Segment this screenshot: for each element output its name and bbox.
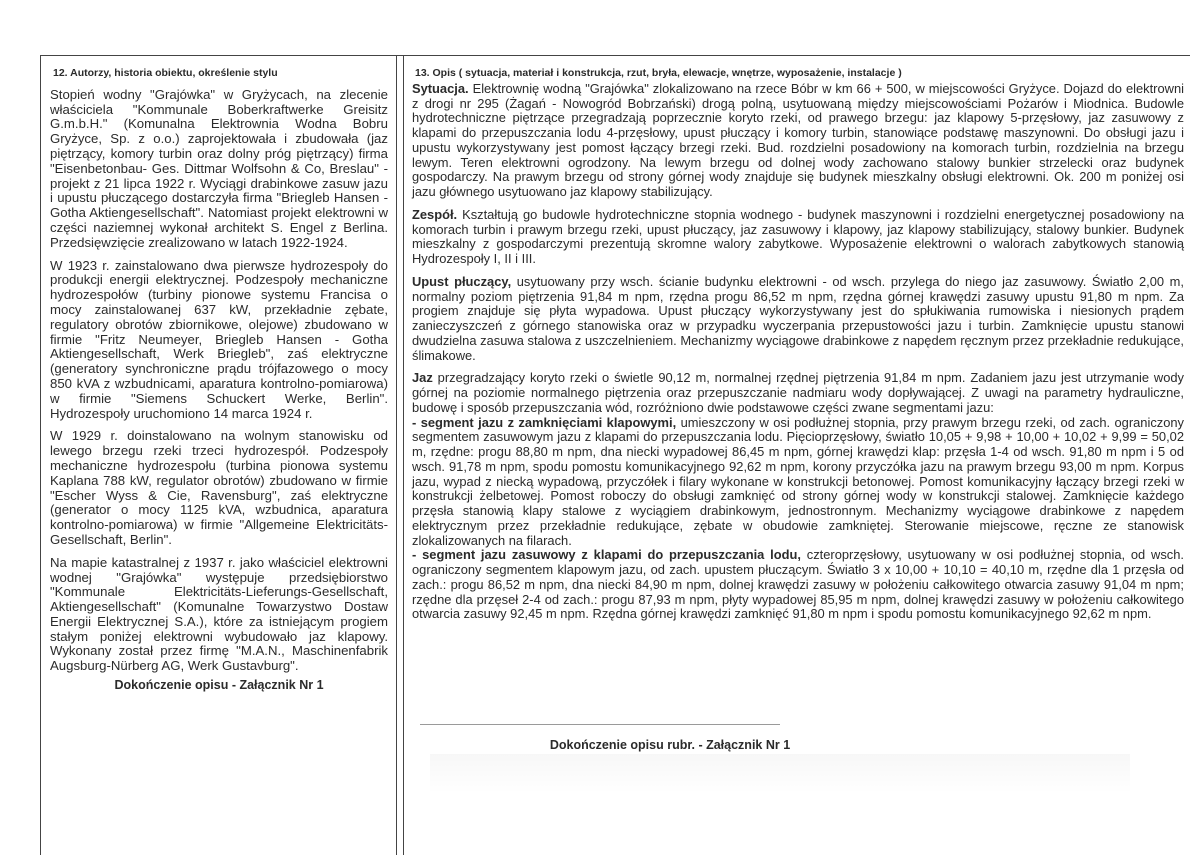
right-column [412, 66, 1184, 630]
upust-text: usytuowany przy wsch. ścianie budynku elektrowni - od wsch. przylega do niego jaz zasuwowy. Światło 2,00 m, normalny poziom piętrzenia 91,84 m npm, rzędna progu 86,52 m npm, rzędna górnej krawędzi zasuwy upustu 91,80 m npm. Za progiem znajduje się płyta wypadowa. Upust płuczący wykorzystywany jest do spłukiwania rumowiska i niesionych prądem zanieczyszczeń z górnego stanowiska oraz w przypadku wyczerpania przepustowości jazu i turbin. Zamknięcie upustu stanowi dwudzielna zasuwa stalowa z uszczelnieniem. Mechanizmy wyciągowe drabinkowe z napędem ręcznym przez przekładnie redukujące, ślimakowe. [412, 273, 1184, 363]
scan-shadow [430, 754, 1130, 794]
sytuacja-lead: Sytuacja. [412, 80, 469, 96]
right-footer-note: Dokończenie opisu rubr. - Załącznik Nr 1 [549, 738, 791, 752]
history-paragraph-3: W 1929 r. doinstalowano na wolnym stanowisku od lewego brzegu rzeki trzeci hydrozespół. Podzespoły mechaniczne hydrozespołu (turbina pionowa systemu Kaplana 788 kW, regulator obrotów) zbudowano w firmie "Escher Wyss & Cie, Ravensburg", zaś elektryczne (generator o mocy 1125 kVA, wzbudnica, aparatura kontrolno-pomiarowa) w firmie "Allgemeine Elektricitäts-Gesellschaft, Berlin". [50, 428, 388, 547]
zespol-paragraph [412, 208, 1184, 267]
section-12-header: 12. Autorzy, historia obiektu, określenie stylu [53, 67, 278, 79]
jaz-text: przegradzający koryto rzeki o świetle 90,12 m, normalnej rzędnej piętrzenia 91,84 m npm. Zadaniem jazu jest utrzymanie wody górnej na poziomie normalnego piętrzenia oraz przepuszczanie nadmiaru wody dopływającej. Z uwagi na parametry hydrauliczne, budowę i sposób przepuszczania wód, rozróżniono dwie podstawowe części zwane segmentami jazu: [412, 370, 1184, 415]
segment-2-paragraph [412, 548, 1184, 622]
segment-1-lead: - segment jazu z zamknięciami klapowymi, [412, 414, 677, 430]
segment-1-paragraph [412, 416, 1184, 549]
history-paragraph-1: Stopień wodny "Grajówka" w Gryżycach, na zlecenie właściciela "Kommunale Boberkraftwerke Greisitz G.m.b.H." (Komunalna Elektrownia Wodna Bobru Gryżyce, Sp. z o.o.) zaprojektowała i zbudowała (jaz piętrzący, komory turbin oraz dolny próg piętrzący) firma "Eisenbetonbau- Ges. Dittmar Wolfsohn & Co, Breslau" - projekt z 21 lipca 1922 r. Wyciągi drabinkowe zasuw jazu i upustu płuczącego dostarczyła firma "Briegleb Hansen - Gotha Aktiengesellschaft". Natomiast projekt elektrowni w części naziemnej wykonał architekt S. Engel z Berlina. Przedsięwzięcie zrealizowano w latach 1922-1924. [50, 86, 388, 250]
left-column [50, 66, 388, 693]
zespol-lead: Zespół. [412, 206, 458, 222]
jaz-paragraph [412, 371, 1184, 415]
history-paragraph-2: W 1923 r. zainstalowano dwa pierwsze hydrozespoły do produkcji energii elektrycznej. Podzespoły mechaniczne hydrozespołów (turbiny pionowe systemu Francisa o mocy zainstalowanej 637 kW, przekładnie zębate, regulatory obrotów zbiornikowe, olejowe) zbudowano w firmie "Fritz Neumeyer, Briegleb Hansen - Gotha Aktiengesellschaft, Werk Briegleb", zaś elektryczne (generatory synchroniczne prądu trójfazowego o mocy 850 kVA z wzbudnicami, aparatura kontrolno-pomiarowa) w firmie "Siemens Schuckert Werke, Berlin". Hydrozespoły uruchomiono 14 marca 1924 r. [50, 257, 388, 421]
left-footer-note: Dokończenie opisu - Załącznik Nr 1 [114, 678, 324, 693]
upust-lead: Upust płuczący, [412, 273, 512, 289]
history-paragraph-4: Na mapie katastralnej z 1937 r. jako właściciel elektrowni wodnej "Grajówka" występuje przedsiębiorstwo "Kommunale Elektricitäts-Lieferungs-Gesellschaft, Aktiengesellschaft" (Komunalne Towarzystwo Dostaw Energii Elektrycznej S.A.), które za istniejącym progiem stałym poniżej elektrowni wybudowało jaz klapowy. Wykonany został przez firmę "M.A.N., Maschinenfabrik Augsburg-Nürberg AG, Werk Gustavburg". [50, 554, 388, 674]
jaz-lead: Jaz [412, 370, 433, 386]
segment-1-text: umieszczony w osi podłużnej stopnia, przy prawym brzegu rzeki, od zach. ograniczony segmentem zasuwowym jazu z klapami do przepuszczania lodu. Pięcioprzęsłowy, światło 10,05 + 9,98 + 10,00 + 10,02 + 9,99 = 50,02 m, rzędne: progu 88,80 m npm, dna niecki wypadowej 86,45 m npm, górnej krawędzi klap: przęsła 1-4 od wsch. 91,80 m npm i 5 od wsch. 91,78 m npm, spodu pomostu komunikacyjnego 92,62 m npm, korony przyczółka jazu na prawym brzegu 93,00 m npm. Korpus jazu, wypad z niecką wypadową, przyczółek i filary wykonane w konstrukcji betonowej. Pomost komunikacyjny łączący brzegi rzeki w konstrukcji żelbetowej. Pomost roboczy do obsługi zamknięć od strony górnej wody w konstrukcji stalowej. Zamknięcie każdego przęsła stanowią klapy stalowe z wyciągiem drabinkowym, jednostronnym. Mechanizmy wyciągowe drabinkowe z napędem elektrycznym przez przekładnie redukujące, zębate w obudowie zamkniętej. Sterowanie miejscowe, ręczne ze stanowisk zlokalizowanych na filarach. [412, 414, 1184, 548]
section-13-header: 13. Opis ( sytuacja, materiał i konstrukcja, rzut, bryła, elewacje, wnętrze, wyposażenie, instalacje ) [415, 67, 902, 79]
segment-2-lead: - segment jazu zasuwowy z klapami do przepuszczania lodu, [412, 547, 801, 563]
upust-paragraph [412, 275, 1184, 364]
separator-line [420, 724, 780, 725]
sytuacja-text: Elektrownię wodną "Grajówka" zlokalizowano na rzece Bóbr w km 66 + 500, w miejscowości Gryżyce. Dojazd do elektrowni z drogi nr 295 (Żagań - Nowogród Bobrzański) drogą polną, usytuowaną między miejscowościami Pożarów i Miodnica. Budowle hydrotechniczne piętrzące przegradzają poprzecznie koryto rzeki, od prawego brzegu: jaz klapowy 5-przęsłowy, jaz zasuwowy z klapami do przepuszczania lodu 4-przęsłowy, upust płuczący i komory turbin, stanowiące podstawę maszynowni. Do obsługi jazu i upustu wykorzystywany jest pomost łączący brzegi rzeki. Bud. rozdzielni posadowiony na komorach turbin, rozdzielnia na brzegu lewym. Teren elektrowni ogrodzony. Na lewym brzegu od dolnej wody zachowano stalowy bunkier strzelecki oraz budynek gospodarczy. Na prawym brzegu od strony górnej wody znajduje się budynek mieszkalny obsługi elektrowni. Ok. 200 m poniżej osi jazu głównego usytuowano jaz klapowy stabilizujący. [412, 80, 1184, 199]
zespol-text: Kształtują go budowle hydrotechniczne stopnia wodnego - budynek maszynowni i rozdzielni energetycznej posadowiony na komorach turbin i prawym brzegu rzeki, upust płuczący, jaz zasuwowy i klapowy, jaz klapowy stabilizujący, stalowy bunkier. Budynek mieszkalny z gospodarczymi prezentują skromne walory zabytkowe. Wyposażenie elektrowni o walorach zabytkowych stanowią Hydrozespoły I, II i III. [412, 206, 1184, 266]
segment-2-text: czteroprzęsłowy, usytuowany w osi podłużnej stopnia, od wsch. ograniczony segmentem klapowym jazu, od zach. upustem płuczącym. Światło 3 x 10,00 + 10,10 = 40,10 m, rzędne dla 1 przęsła od zach.: progu 86,52 m npm, dna niecki 84,90 m npm, dolnej krawędzi zasuwy w położeniu całkowitego otwarcia zasuwy 91,04 m npm; rzędne dla przęseł 2-4 od zach.: progu 87,93 m npm, płyty wypadowej 85,95 m npm, dolnej krawędzi zasuwy w położeniu całkowitego otwarcia zasuwy 92,45 m npm. Rzędna górnej krawędzi zamknięć 91,80 m npm i spodu pomostu komunikacyjnego 92,62 m npm. [412, 547, 1184, 622]
sytuacja-paragraph [412, 82, 1184, 200]
